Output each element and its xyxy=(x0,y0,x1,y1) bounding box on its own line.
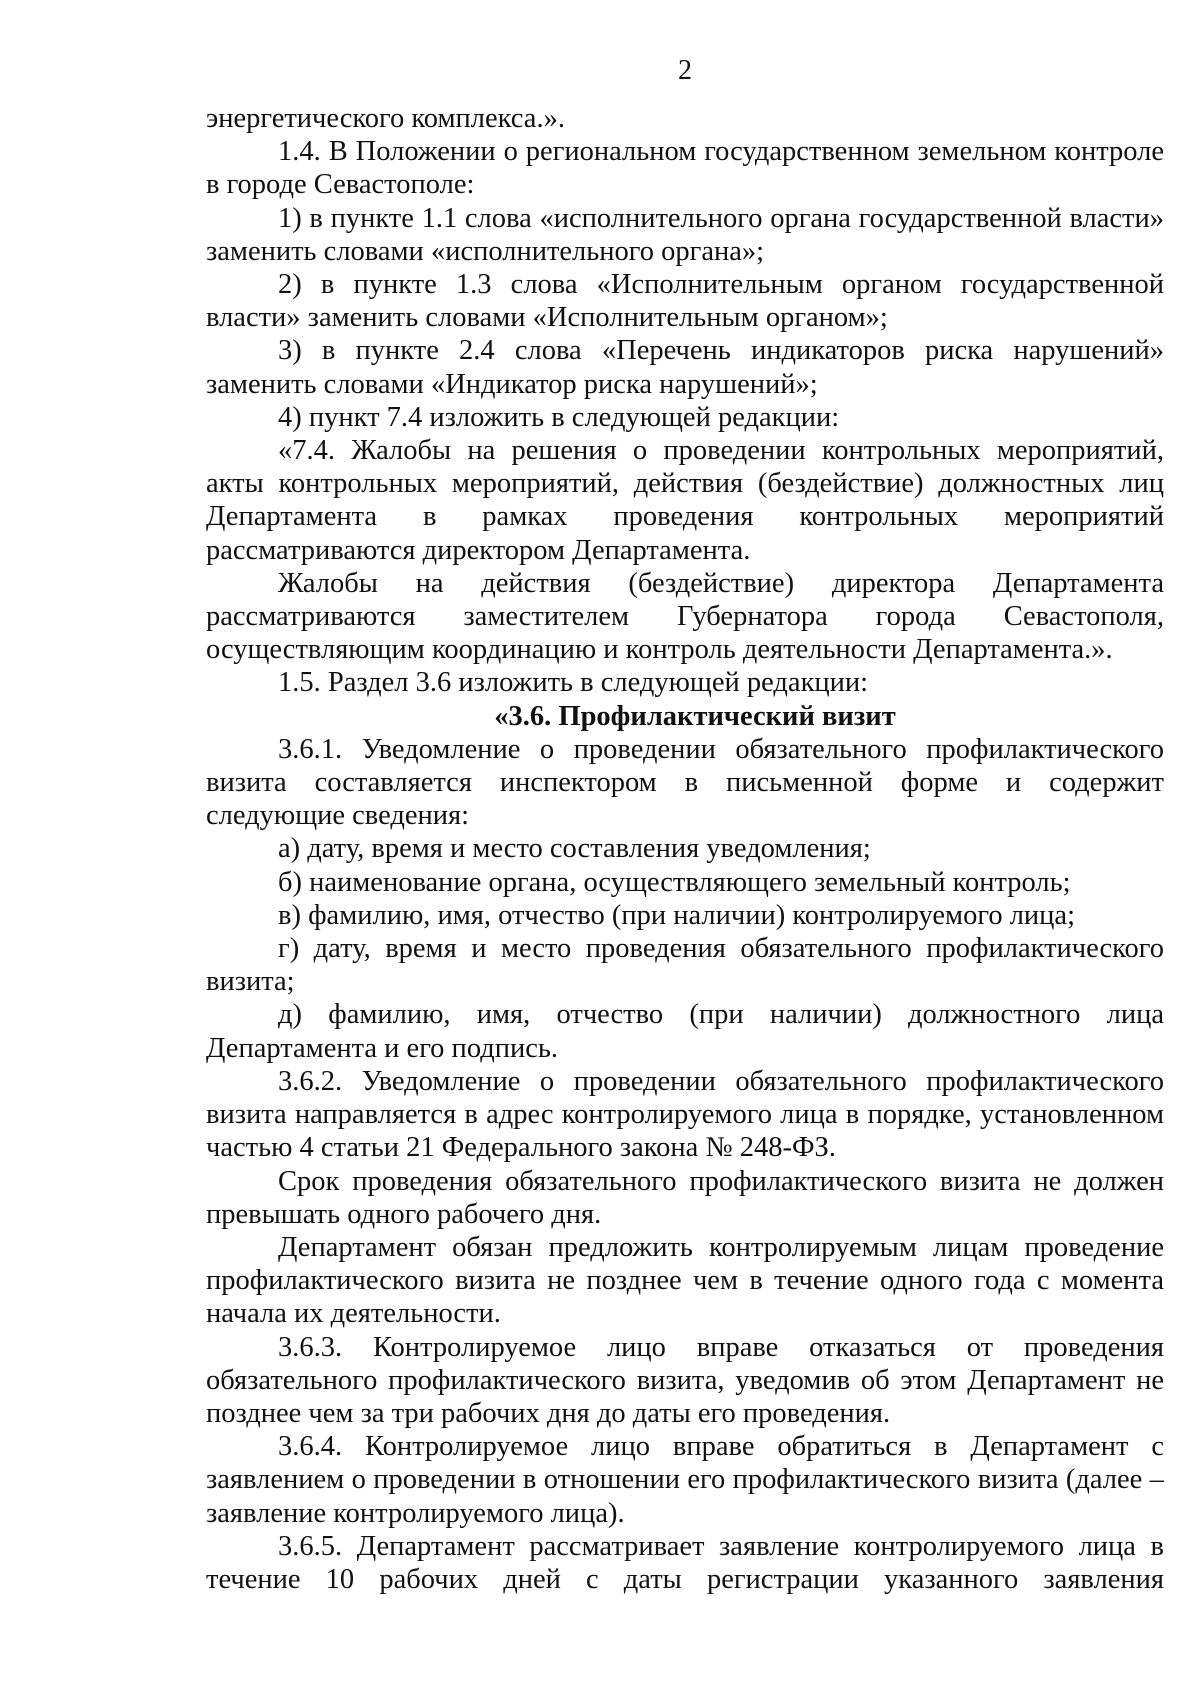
section-heading-3-6: «3.6. Профилактический визит xyxy=(494,700,896,732)
paragraph-item-d: д) фамилию, имя, отчество (при наличии) должностного лица Департамента и его подпись. xyxy=(206,999,1164,1064)
paragraph-7-4: «7.4. Жалобы на решения о проведении контрольных мероприятий, акты контрольных мероприятий, действия (бездействие) должностных лиц Департамента в рамках проведения контрольных мероприятий рассматриваются директором Департамента. xyxy=(206,435,1164,566)
paragraph-3-6-4: 3.6.4. Контролируемое лицо вправе обратиться в Департамент с заявлением о проведении в отношении его профилактического визита (далее – заявление контролируемого лица). xyxy=(206,1431,1164,1529)
paragraph-item-2: 2) в пункте 1.3 слова «Исполнительным органом государственной власти» заменить словами «Исполнительным органом»; xyxy=(206,269,1164,334)
paragraph-item-a: а) дату, время и место составления уведомления; xyxy=(278,833,871,865)
paragraph-complaints-director: Жалобы на действия (бездействие) директора Департамента рассматриваются заместителем Губернатора города Севастополя, осуществляющим координацию и контроль деятельности Департамента.». xyxy=(206,567,1164,666)
paragraph-3-6-2: 3.6.2. Уведомление о проведении обязательного профилактического визита направляется в адрес контролируемого лица в порядке, установленном частью 4 статьи 21 Федерального закона № 248-ФЗ. xyxy=(206,1065,1164,1164)
paragraph-item-3: 3) в пункте 2.4 слова «Перечень индикаторов риска нарушений» заменить словами «Индикатор риска нарушений»; xyxy=(206,335,1164,400)
paragraph-3-6-5: 3.6.5. Департамент рассматривает заявление контролируемого лица в течение 10 рабочих дней с даты регистрации указанного заявления xyxy=(206,1530,1164,1595)
paragraph-item-1: 1) в пункте 1.1 слова «исполнительного органа государственной власти» заменить словами «исполнительного органа»; xyxy=(206,202,1164,267)
paragraph-1-4: 1.4. В Положении о региональном государственном земельном контроле в городе Севастополе: xyxy=(206,136,1164,201)
paragraph-item-g: г) дату, время и место проведения обязательного профилактического визита; xyxy=(206,933,1164,998)
paragraph-department-obligation: Департамент обязан предложить контролируемым лицам проведение профилактического визита не позднее чем в течение одного года с момента начала их деятельности. xyxy=(206,1231,1164,1330)
paragraph-3-6-1: 3.6.1. Уведомление о проведении обязательного профилактического визита составляется инспектором в письменной форме и содержит следующие сведения: xyxy=(206,733,1164,832)
paragraph-continuation: энергетического комплекса.». xyxy=(206,103,565,134)
paragraph-item-4: 4) пункт 7.4 изложить в следующей редакции: xyxy=(278,401,840,433)
document-body xyxy=(206,102,1164,1596)
paragraph-3-6-3: 3.6.3. Контролируемое лицо вправе отказаться от проведения обязательного профилактического визита, уведомив об этом Департамент не позднее чем за три рабочих дня до даты его проведения. xyxy=(206,1331,1164,1429)
page-number: 2 xyxy=(678,55,692,86)
paragraph-item-v: в) фамилию, имя, отчество (при наличии) контролируемого лица; xyxy=(278,899,1075,931)
paragraph-visit-duration: Срок проведения обязательного профилактического визита не должен превышать одного рабочего дня. xyxy=(206,1165,1164,1230)
paragraph-item-b: б) наименование органа, осуществляющего земельный контроль; xyxy=(278,866,1071,898)
paragraph-1-5: 1.5. Раздел 3.6 изложить в следующей редакции: xyxy=(278,667,869,699)
